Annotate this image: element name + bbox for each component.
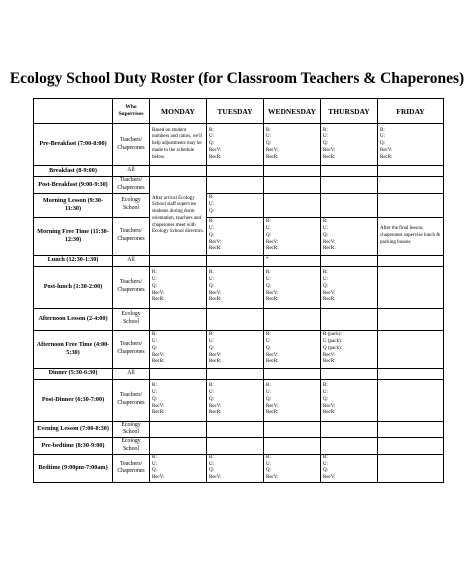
supervisor-cell: Teachers/ Chaperones — [113, 454, 150, 482]
duty-line: R: — [323, 219, 328, 225]
activity-cell: Pre-Breakfast (7:00-8:00) — [34, 124, 113, 166]
supervisor-cell: Teachers/ Chaperones — [113, 177, 150, 194]
duty-line: Q: — [323, 283, 328, 289]
activity-cell: Dinner (5:30-6:30) — [34, 368, 113, 379]
duty-line: Q: — [323, 396, 328, 402]
duty-line: R: — [266, 332, 271, 338]
duty-line: Q: — [266, 141, 271, 147]
duty-line: R: — [323, 383, 328, 389]
duty-line: RecV: — [266, 239, 279, 245]
supervisor-cell: Ecology School — [113, 438, 150, 455]
duty-line: RecR: — [266, 246, 279, 252]
table-row — [34, 255, 444, 266]
supervisor-cell: Teachers/ Chaperones — [113, 330, 150, 368]
table-row — [34, 217, 444, 255]
duty-line: Q: — [380, 141, 385, 147]
duty-line: RecR: — [323, 410, 336, 416]
duty-cell — [378, 255, 444, 266]
duty-line: RecR: — [380, 154, 393, 160]
duty-line: U: — [323, 390, 328, 395]
duty-cell — [378, 308, 444, 330]
duty-line: U: — [266, 461, 271, 467]
duty-line: RecV: — [323, 352, 336, 358]
duty-cell — [321, 217, 378, 255]
duty-cell — [321, 308, 378, 330]
duty-cell — [264, 124, 321, 166]
duty-line: Q: — [209, 283, 214, 289]
duty-cell — [150, 368, 207, 379]
duty-line: R: — [266, 270, 271, 276]
roster-note: Based on student numbers and ratios, we'll help adjustments may be made to the schedule below. — [150, 124, 207, 166]
supervisor-cell: Teachers/ Chaperones — [113, 266, 150, 308]
duty-line: RecV: — [266, 352, 279, 358]
activity-cell: Evening Lesson (7:00-8:30) — [34, 421, 113, 438]
duty-cell — [378, 193, 444, 217]
roster-note: After the final lesson, chaperones supervise lunch & packing busses. — [378, 217, 444, 255]
activity-cell: Post-Dinner (6:30-7:00) — [34, 379, 113, 421]
duty-cell — [207, 217, 264, 255]
duty-cell — [378, 421, 444, 438]
duty-line: RecR: — [152, 410, 165, 416]
duty-cell — [321, 255, 378, 266]
header-time — [34, 99, 113, 124]
duty-line: RecR: — [266, 297, 279, 303]
duty-line: RecV: — [209, 290, 222, 296]
duty-cell — [150, 255, 207, 266]
supervisor-cell: Ecology School — [113, 308, 150, 330]
duty-line: R: — [152, 383, 157, 389]
duty-cell — [378, 177, 444, 194]
duty-line: Q: — [152, 468, 157, 474]
duty-cell — [378, 454, 444, 482]
duty-line: U (pack): — [323, 339, 343, 344]
duty-line: R: — [266, 383, 271, 389]
duty-line: RecV: — [380, 147, 393, 153]
duty-line: RecV: — [323, 403, 336, 409]
header-row — [34, 99, 444, 124]
supervisor-cell: All — [113, 166, 150, 177]
supervisor-cell: Teachers/ Chaperones — [113, 379, 150, 421]
duty-line: RecV: — [323, 290, 336, 296]
duty-line: R: — [266, 219, 271, 225]
duty-line: RecR: — [209, 246, 222, 252]
duty-line: RecR: — [266, 359, 279, 365]
duty-line: R: — [209, 332, 214, 338]
duty-cell — [207, 368, 264, 379]
duty-line: U: — [209, 134, 214, 140]
activity-cell: Post-Breakfast (9:00-9:30) — [34, 177, 113, 194]
duty-line: R: — [266, 454, 271, 460]
header-friday: FRIDAY — [378, 99, 444, 124]
table-row — [34, 124, 444, 166]
duty-cell — [150, 166, 207, 177]
duty-line: U: — [209, 339, 214, 344]
duty-cell — [264, 368, 321, 379]
duty-line: U: — [209, 201, 214, 207]
duty-line: Q: — [266, 232, 271, 238]
table-row — [34, 454, 444, 482]
duty-cell — [264, 193, 321, 217]
duty-cell — [207, 255, 264, 266]
duty-cell — [150, 454, 207, 482]
duty-cell — [378, 379, 444, 421]
duty-line: U: — [152, 339, 157, 344]
duty-line: U: — [266, 226, 271, 231]
duty-cell — [321, 438, 378, 455]
duty-line: Q: — [209, 396, 214, 402]
duty-cell: * — [264, 255, 321, 266]
duty-cell — [321, 193, 378, 217]
duty-line: RecV: — [266, 147, 279, 153]
duty-line: U: — [266, 134, 271, 140]
duty-line: U: — [209, 277, 214, 282]
duty-line: RecV: — [323, 239, 336, 245]
duty-line: U: — [380, 134, 385, 140]
duty-line: Q: — [152, 345, 157, 351]
duty-cell — [321, 124, 378, 166]
duty-line: R: — [323, 454, 328, 460]
activity-cell: Afternoon Lesson (2-4:00) — [34, 308, 113, 330]
table-row — [34, 308, 444, 330]
duty-line: RecV: — [266, 403, 279, 409]
duty-line: RecR: — [323, 154, 336, 160]
duty-line: R: — [266, 127, 271, 133]
duty-cell — [321, 166, 378, 177]
roster-subtitle: (for Classroom Teachers & Chaperones) — [198, 70, 465, 87]
duty-line: Q: — [266, 396, 271, 402]
duty-cell — [264, 438, 321, 455]
table-row — [34, 421, 444, 438]
duty-line: Q: — [323, 232, 328, 238]
supervisor-cell: All — [113, 255, 150, 266]
duty-cell — [321, 454, 378, 482]
table-row — [34, 266, 444, 308]
header-who: Who Supervises — [113, 99, 150, 124]
duty-line: R: — [209, 270, 214, 276]
supervisor-cell: Ecology School — [113, 421, 150, 438]
duty-line: R: — [380, 127, 385, 133]
duty-line: RecV: — [152, 403, 165, 409]
table-row — [34, 438, 444, 455]
activity-cell: Lunch (12:30-1:30) — [34, 255, 113, 266]
duty-line: RecR: — [209, 359, 222, 365]
duty-line: RecR: — [323, 297, 336, 303]
duty-line: RecV: — [209, 147, 222, 153]
duty-line: RecR: — [209, 154, 222, 160]
duty-cell — [378, 438, 444, 455]
duty-cell — [264, 266, 321, 308]
duty-line: R: — [323, 270, 328, 276]
duty-cell — [207, 166, 264, 177]
duty-line: Q: — [209, 232, 214, 238]
table-row — [34, 379, 444, 421]
duty-cell — [321, 330, 378, 368]
duty-cell — [321, 368, 378, 379]
duty-line: U: — [323, 226, 328, 231]
roster-note: After arrival Ecology School staff supervise students during dorm orientation, teachers and chaperones meet with Ecology School directors. — [150, 177, 207, 256]
duty-line: R: — [209, 454, 214, 460]
duty-cell — [378, 368, 444, 379]
duty-cell — [150, 379, 207, 421]
duty-line: Q: — [209, 345, 214, 351]
roster-title: Ecology School Duty Roster — [9, 70, 195, 87]
duty-cell — [321, 421, 378, 438]
activity-cell: Breakfast (8-9:00) — [34, 166, 113, 177]
duty-cell — [378, 124, 444, 166]
header-wednesday: WEDNESDAY — [264, 99, 321, 124]
duty-line: RecR: — [266, 410, 279, 416]
duty-line: RecR: — [209, 297, 222, 303]
duty-line: RecR: — [209, 410, 222, 416]
duty-cell — [264, 308, 321, 330]
duty-line: R (pack): — [323, 332, 342, 338]
duty-line: R: — [152, 332, 157, 338]
duty-line: RecV: — [152, 475, 165, 481]
duty-line: U: — [323, 461, 328, 467]
duty-line: U: — [152, 390, 157, 395]
duty-line: Q: — [209, 468, 214, 474]
duty-line: U: — [323, 134, 328, 140]
duty-line: R: — [152, 270, 157, 276]
duty-line: Q: — [323, 468, 328, 474]
duty-cell — [150, 421, 207, 438]
table-row — [34, 368, 444, 379]
supervisor-cell: Teachers/ Chaperones — [113, 217, 150, 255]
duty-line: R: — [152, 454, 157, 460]
duty-cell — [264, 177, 321, 194]
duty-line: U: — [323, 277, 328, 282]
duty-line: RecV: — [209, 403, 222, 409]
duty-cell — [378, 330, 444, 368]
duty-line: RecV: — [323, 147, 336, 153]
duty-cell — [378, 166, 444, 177]
duty-line: RecV: — [266, 475, 279, 481]
duty-line: RecV: — [323, 475, 336, 481]
duty-cell — [321, 177, 378, 194]
duty-line: RecV: — [209, 352, 222, 358]
duty-line: R: — [209, 219, 214, 225]
duty-cell — [207, 454, 264, 482]
duty-cell — [264, 454, 321, 482]
activity-cell: Morning Lesson (9:30-11:30) — [34, 193, 113, 217]
duty-line: Q (pack): — [323, 345, 343, 351]
duty-line: U: — [266, 339, 271, 344]
duty-line: RecR: — [152, 359, 165, 365]
duty-cell — [264, 166, 321, 177]
duty-cell — [264, 379, 321, 421]
duty-cell — [264, 330, 321, 368]
duty-cell — [207, 308, 264, 330]
duty-cell — [150, 266, 207, 308]
duty-cell — [150, 330, 207, 368]
duty-cell — [207, 379, 264, 421]
duty-line: Q: — [323, 141, 328, 147]
duty-line: R: — [209, 195, 214, 200]
activity-cell: Bedtime (9:00pm-7:00am) — [34, 454, 113, 482]
duty-line: R: — [209, 383, 214, 389]
duty-line: RecV: — [152, 290, 165, 296]
table-row — [34, 166, 444, 177]
duty-line: Q: — [152, 396, 157, 402]
supervisor-cell: All — [113, 368, 150, 379]
activity-cell: Afternoon Free Time (4:00-5:30) — [34, 330, 113, 368]
duty-line: RecV: — [152, 352, 165, 358]
duty-cell — [207, 438, 264, 455]
duty-line: U: — [266, 277, 271, 282]
duty-cell — [321, 266, 378, 308]
duty-line: U: — [209, 226, 214, 231]
duty-line: U: — [152, 461, 157, 467]
table-row — [34, 193, 444, 217]
supervisor-cell: Ecology School — [113, 193, 150, 217]
duty-line: U: — [266, 390, 271, 395]
activity-cell: Morning Free Time (11:30-12:30) — [34, 217, 113, 255]
duty-line: RecR: — [152, 297, 165, 303]
duty-cell — [378, 266, 444, 308]
duty-line: Q: — [266, 345, 271, 351]
duty-line: Q: — [152, 283, 157, 289]
duty-cell — [150, 308, 207, 330]
supervisor-cell: Teachers/ Chaperones — [113, 124, 150, 166]
duty-line: U: — [209, 390, 214, 395]
duty-cell — [207, 124, 264, 166]
duty-line: RecR: — [266, 154, 279, 160]
duty-line: RecR: — [323, 359, 336, 365]
duty-line: RecV: — [209, 475, 222, 481]
page-title — [0, 70, 474, 88]
duty-line: U: — [152, 277, 157, 282]
duty-line: RecV: — [209, 239, 222, 245]
duty-line: RecV: — [266, 290, 279, 296]
table-row — [34, 330, 444, 368]
duty-cell — [207, 421, 264, 438]
header-monday: MONDAY — [150, 99, 207, 124]
activity-cell: Pre-bedtime (8:30-9:00) — [34, 438, 113, 455]
duty-line: Q: — [266, 468, 271, 474]
duty-line: R: — [323, 127, 328, 133]
duty-cell — [207, 330, 264, 368]
duty-line: Q: — [209, 208, 214, 214]
table-row — [34, 177, 444, 194]
activity-cell: Post-lunch (1:30-2:00) — [34, 266, 113, 308]
duty-cell — [321, 379, 378, 421]
duty-cell — [150, 438, 207, 455]
duty-cell — [207, 193, 264, 217]
duty-line: R: — [209, 127, 214, 133]
duty-roster-table — [33, 98, 444, 483]
duty-line: RecR: — [323, 246, 336, 252]
duty-cell — [264, 217, 321, 255]
duty-line: Q: — [209, 141, 214, 147]
header-tuesday: TUESDAY — [207, 99, 264, 124]
duty-line: Q: — [266, 283, 271, 289]
header-thursday: THURSDAY — [321, 99, 378, 124]
duty-cell — [207, 266, 264, 308]
duty-line: U: — [209, 461, 214, 467]
duty-cell — [207, 177, 264, 194]
duty-cell — [264, 421, 321, 438]
